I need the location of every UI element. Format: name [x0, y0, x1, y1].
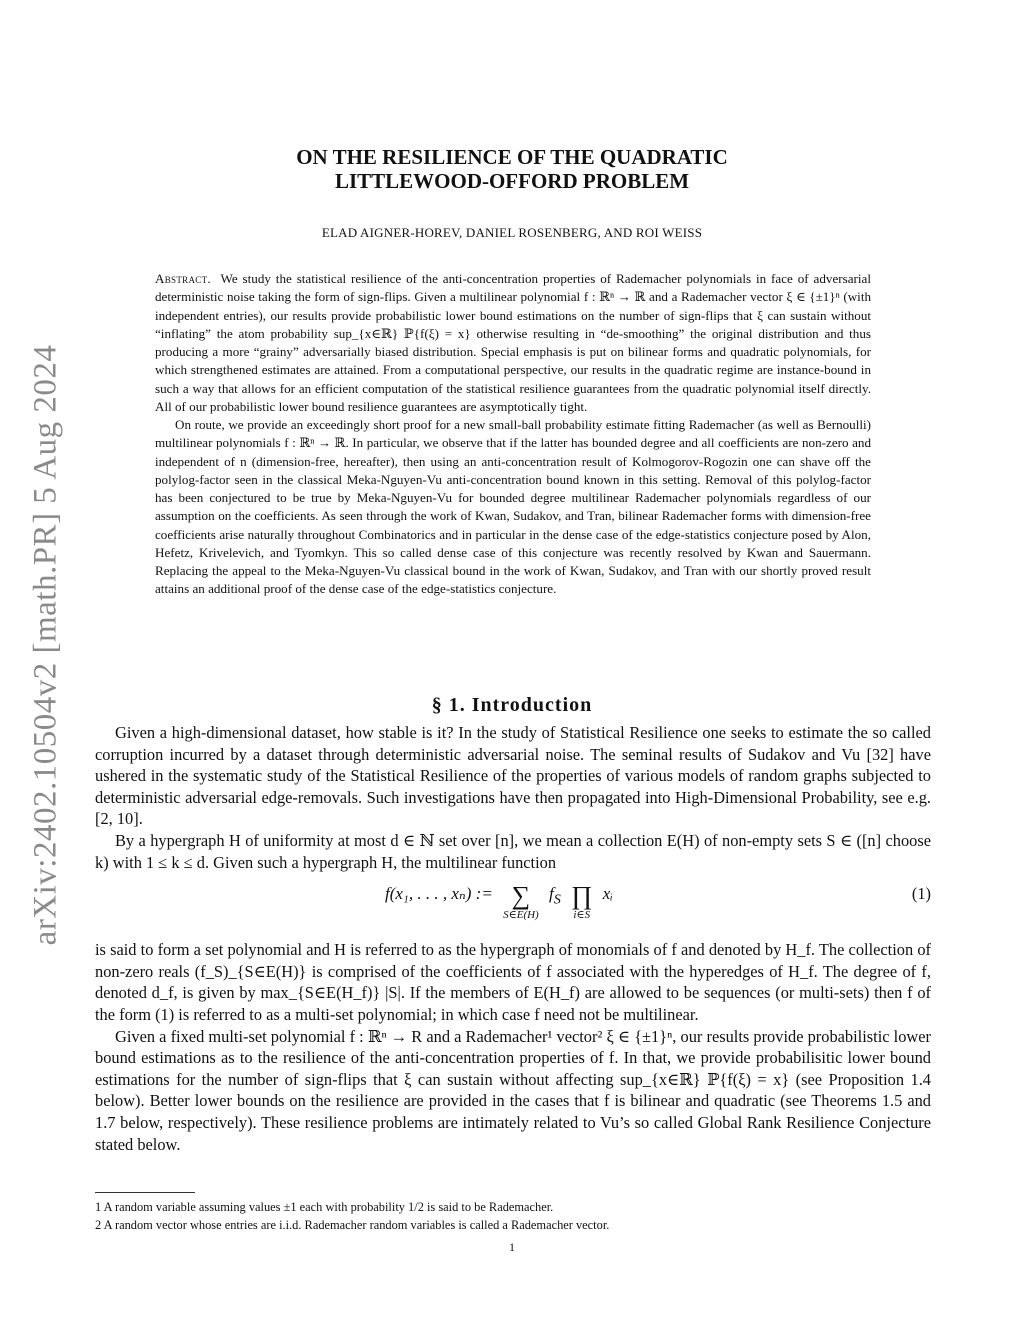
- intro-paragraph-4: Given a fixed multi-set polynomial f : ℝⁿ → R and a Rademacher¹ vector² ξ ∈ {±1}ⁿ, our results provide probabilistic lower bound estimations as to the resilience of the anti-concentration properties of f. In that, we provide probabilisitic lower bound estimations for the number of sign-flips that ξ can sustain without affecting sup_{x∈ℝ} ℙ{f(ξ) = x} (see Proposition 1.4 below). Better lower bounds on the resilience are provided in the cases that f is bilinear and quadratic (see Theorems 1.5 and 1.7 below, respectively). These resilience problems are intimately related to Vu’s so called Global Rank Resilience Conjecture stated below.: [95, 1026, 931, 1154]
- equation-body: [385, 883, 613, 922]
- abstract-label: Abstract.: [155, 271, 211, 286]
- equation-lhs: f(x₁, . . . , xₙ) :=: [385, 884, 493, 904]
- paper-title: [200, 145, 824, 193]
- sum-subscript: S∈E(H): [503, 909, 539, 922]
- coefficient-symbol: f: [548, 884, 554, 904]
- intro-paragraph-1: Given a high-dimensional dataset, how stable is it? In the study of Statistical Resilience one seeks to estimate the so called corruption incurred by a dataset through deterministic adversarial noise. The seminal results of Sudakov and Vu [32] have ushered in the systematic study of the Statistical Resilience of the properties of various models of random graphs subjected to deterministic adversarial edge-removals. Such investigations have then propagated into High-Dimensional Probability, see e.g. [2, 10].: [95, 723, 931, 829]
- equation-rhs: xᵢ: [602, 884, 613, 904]
- abstract-paragraph-1: [155, 270, 871, 416]
- title-line-2: LITTLEWOOD-OFFORD PROBLEM: [334, 169, 690, 193]
- arxiv-id-text: arXiv:2402.10504v2 [math.PR] 5 Aug 2024: [27, 344, 64, 946]
- footnote-2: 2 A random vector whose entries are i.i.d. Rademacher random variables is called a Rademacher vector.: [95, 1218, 610, 1232]
- footnote-1: 1 A random variable assuming values ±1 each with probability 1/2 is said to be Rademacher.: [95, 1200, 554, 1214]
- section-heading-introduction: § 1. Introduction: [431, 694, 593, 716]
- coefficient-subscript: S: [553, 891, 561, 908]
- abstract-text-1: We study the statistical resilience of the anti-concentration properties of Rademacher polynomials in face of adversarial deterministic noise taking the form of sign-flips. Given a multilinear polynomial f : ℝⁿ → ℝ and a Rademacher vector ξ ∈ {±1}ⁿ (with independent entries), our results provide probabilistic lower bound estimations on the number of sign-flips that ξ can sustain without “inflating” the atom probability sup_{x∈ℝ} ℙ{f(ξ) = x} otherwise resulting in “de-smoothing” the original distribution and thus producing a more “grainy” adversarially biased distribution. Special emphasis is put on bilinear forms and quadratic polynomials, for which strengthened estimates are attained. From a computational perspective, our results in the quadratic regime are instance-bound in such a way that allows for an efficient computation of the statistical resilience guarantees from the quadratic polynomial itself directly. All of our probabilistic lower bound resilience guarantees are asymptotically tight.: [155, 271, 871, 414]
- abstract-paragraph-2: On route, we provide an exceedingly short proof for a new small-ball probability estimate fitting Rademacher (as well as Bernoulli) multilinear polynomials f : ℝⁿ → ℝ. In particular, we observe that if the latter has bounded degree and all coefficients are non-zero and independent of n (dimension-free, hereafter), then using an anti-concentration result of Kolmogorov-Rogozin one can shave off the polylog-factor seen in the classical Meka-Nguyen-Vu anti-concentration bound known in this setting. Removal of this polylog-factor has been conjectured to be true by Meka-Nguyen-Vu for bounded degree multilinear Rademacher polynomials regardless of our assumption on the coefficients. As seen through the work of Kwan, Sudakov, and Tran, bilinear Rademacher forms with dimension-free coefficients arise naturally throughout Combinatorics and in particular in the dense case of the edge-statistics conjecture posed by Alon, Hefetz, Krivelevich, and Tyomkyn. This so called dense case of this conjecture was recently resolved by Kwan and Sauermann. Replacing the appeal to the Meka-Nguyen-Vu classical bound in the work of Kwan, Sudakov, and Tran with our shortly proved result attains an additional proof of the dense case of the edge-statistics conjecture.: [155, 417, 871, 597]
- equation-1: [95, 877, 931, 935]
- page-number: 1: [509, 1240, 515, 1254]
- intro-paragraph-2: By a hypergraph H of uniformity at most d ∈ ℕ set over [n], we mean a collection E(H) of non-empty sets S ∈ ([n] choose k) with 1 ≤ k ≤ d. Given such a hypergraph H, the multilinear function: [95, 830, 931, 872]
- author-list: ELAD AIGNER-HOREV, DANIEL ROSENBERG, AND ROI WEISS: [321, 225, 703, 240]
- intro-paragraph-3: is said to form a set polynomial and H is referred to as the hypergraph of monomials of f and denoted by H_f. The collection of non-zero reals (f_S)_{S∈E(H)} is comprised of the coefficients of f associated with the hyperedges of H_f. The degree of f, denoted d_f, is given by max_{S∈E(H_f)} |S|. If the members of E(H_f) are allowed to be sequences (or multi-sets) then f of the form (1) is referred to as a multi-set polynomial; in which case f need not be multilinear.: [95, 940, 931, 1024]
- introduction-body: [95, 722, 931, 1155]
- product-operator: ∏ i∈S: [571, 881, 593, 922]
- sum-operator: ∑ S∈E(H): [503, 881, 539, 922]
- footnotes: [95, 1198, 931, 1234]
- footnote-divider: [95, 1192, 195, 1193]
- equation-number: (1): [911, 884, 931, 904]
- arxiv-sidebar-stamp: [16, 340, 76, 950]
- title-line-1: ON THE RESILIENCE OF THE QUADRATIC: [296, 145, 728, 169]
- product-subscript: i∈S: [573, 909, 591, 922]
- abstract: [155, 270, 871, 599]
